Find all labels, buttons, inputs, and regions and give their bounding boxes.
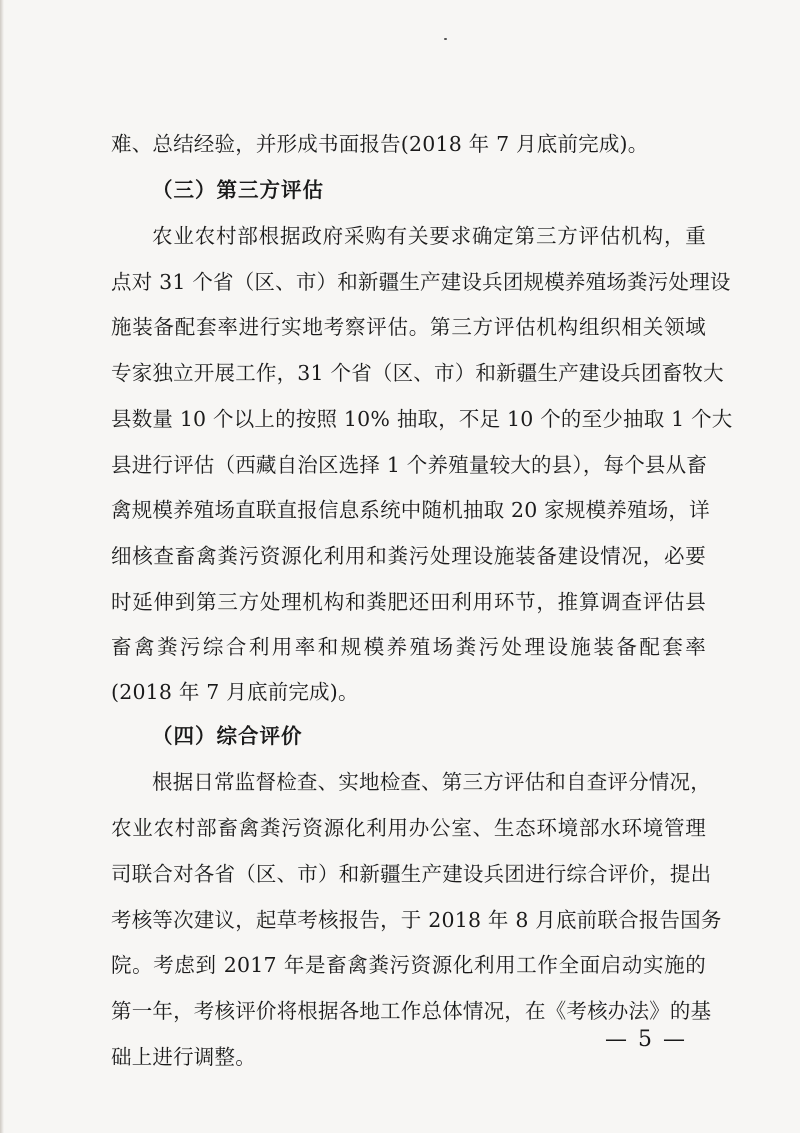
text-line: 细核查畜禽粪污资源化利用和粪污处理设施装备建设情况，必要: [111, 544, 706, 568]
text-line: 第一年，考核评价将根据各地工作总体情况，在《考核办法》的基: [111, 999, 712, 1023]
text-line: 难、总结经验，并形成书面报告(2018 年 7 月底前完成)。: [111, 132, 649, 156]
text-line: 畜禽粪污综合利用率和规模养殖场粪污处理设施装备配套率: [111, 635, 706, 659]
text-line: (2018 年 7 月底前完成)。: [111, 680, 359, 704]
text-line: 农业农村部根据政府采购有关要求确定第三方评估机构，重: [152, 224, 706, 248]
text-line: 县数量 10 个以上的按照 10% 抽取，不足 10 个的至少抽取 1 个大: [111, 407, 733, 431]
text-line: 院。考虑到 2017 年是畜禽粪污资源化利用工作全面启动实施的: [111, 953, 706, 977]
text-line: 根据日常监督检查、实地检查、第三方评估和自查评分情况，: [152, 770, 711, 794]
text-line: 农业农村部畜禽粪污资源化利用办公室、生态环境部水环境管理: [111, 816, 706, 840]
section-heading-comprehensive-evaluation: （四）综合评价: [152, 724, 303, 748]
text-line: 县进行评估（西藏自治区选择 1 个养殖量较大的县），每个县从畜: [111, 453, 708, 477]
text-line: 时延伸到第三方处理机构和粪肥还田利用环节，推算调查评估县: [111, 590, 706, 614]
section-heading-third-party-evaluation: （三）第三方评估: [152, 178, 324, 202]
text-line: 司联合对各省（区、市）和新疆生产建设兵团进行综合评价，提出: [111, 862, 712, 886]
text-line: 点对 31 个省（区、市）和新疆生产建设兵团规模养殖场粪污处理设: [111, 270, 731, 294]
text-line: 考核等次建议，起草考核报告，于 2018 年 8 月底前联合报告国务: [111, 908, 722, 932]
page-number: — 5 —: [605, 1027, 687, 1052]
scan-speck: [444, 38, 447, 40]
text-line: 禽规模养殖场直联直报信息系统中随机抽取 20 家规模养殖场，详: [111, 498, 710, 522]
page-edge-shadow: [0, 0, 4, 1133]
text-line: 专家独立开展工作，31 个省（区、市）和新疆生产建设兵团畜牧大: [111, 361, 724, 385]
text-line: 础上进行调整。: [111, 1045, 256, 1069]
text-line: 施装备配套率进行实地考察评估。第三方评估机构组织相关领域: [111, 315, 706, 339]
